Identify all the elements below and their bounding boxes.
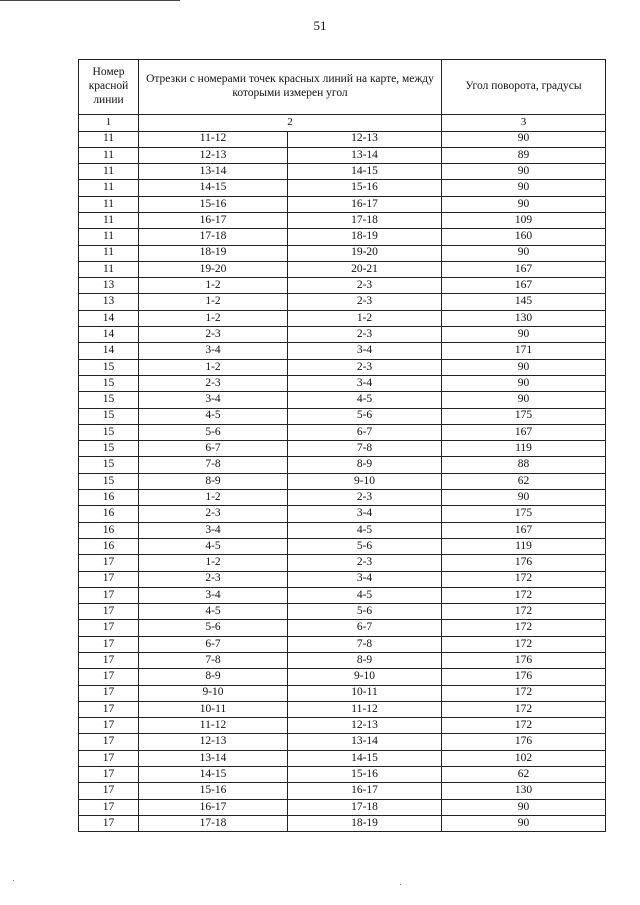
cell-line-number: 15 [79,473,139,489]
cell-line-number: 11 [79,245,139,261]
table-row [79,587,606,603]
column-number-row [79,115,606,132]
cell-line-number: 15 [79,408,139,424]
cell-segment-to: 20-21 [288,261,442,277]
cell-angle: 88 [442,457,606,473]
table-row [79,229,606,245]
table-row [79,815,606,831]
cell-angle: 90 [442,799,606,815]
cell-angle: 172 [442,701,606,717]
cell-angle: 119 [442,441,606,457]
page-number: 51 [313,18,327,33]
table-row [79,147,606,163]
cell-angle: 90 [442,392,606,408]
table-row [79,457,606,473]
cell-segment-to: 9-10 [288,669,442,685]
cell-line-number: 17 [79,799,139,815]
table-row [79,212,606,228]
cell-angle: 167 [442,278,606,294]
cell-angle: 167 [442,522,606,538]
cell-segment-to: 5-6 [288,604,442,620]
cell-segment-from: 1-2 [139,310,288,326]
scan-speck [13,880,14,881]
cell-segment-to: 13-14 [288,734,442,750]
cell-segment-from: 16-17 [139,212,288,228]
cell-line-number: 16 [79,490,139,506]
table-row [79,669,606,685]
header-angle: Угол поворота, градусы [442,60,606,115]
cell-line-number: 17 [79,620,139,636]
cell-angle: 90 [442,815,606,831]
cell-line-number: 17 [79,767,139,783]
table-row [79,620,606,636]
cell-angle: 172 [442,636,606,652]
cell-segment-to: 5-6 [288,408,442,424]
cell-segment-from: 8-9 [139,669,288,685]
table-row [79,718,606,734]
cell-angle: 167 [442,261,606,277]
cell-segment-from: 12-13 [139,147,288,163]
cell-line-number: 16 [79,538,139,554]
cell-line-number: 11 [79,131,139,147]
cell-line-number: 17 [79,701,139,717]
table-row [79,180,606,196]
cell-segment-to: 12-13 [288,131,442,147]
cell-segment-from: 5-6 [139,424,288,440]
cell-segment-to: 2-3 [288,490,442,506]
cell-segment-to: 2-3 [288,278,442,294]
cell-segment-from: 11-12 [139,131,288,147]
column-number-2: 2 [139,115,442,132]
cell-segment-from: 14-15 [139,180,288,196]
cell-segment-to: 2-3 [288,555,442,571]
column-number-1: 1 [79,115,139,132]
cell-segment-from: 17-18 [139,229,288,245]
cell-line-number: 11 [79,164,139,180]
table-row [79,164,606,180]
cell-segment-from: 15-16 [139,783,288,799]
column-number-3: 3 [442,115,606,132]
cell-segment-to: 6-7 [288,620,442,636]
cell-line-number: 15 [79,457,139,473]
cell-segment-to: 4-5 [288,587,442,603]
cell-angle: 176 [442,653,606,669]
top-rule [0,0,180,1]
table-row [79,636,606,652]
cell-segment-to: 4-5 [288,392,442,408]
cell-segment-from: 3-4 [139,587,288,603]
cell-segment-to: 6-7 [288,424,442,440]
cell-line-number: 17 [79,718,139,734]
cell-line-number: 17 [79,815,139,831]
cell-angle: 62 [442,473,606,489]
cell-segment-to: 12-13 [288,718,442,734]
table-row [79,310,606,326]
cell-segment-to: 3-4 [288,506,442,522]
cell-segment-to: 10-11 [288,685,442,701]
table-row [79,734,606,750]
cell-line-number: 17 [79,555,139,571]
cell-segment-to: 16-17 [288,196,442,212]
cell-angle: 109 [442,212,606,228]
table-row [79,196,606,212]
cell-angle: 62 [442,767,606,783]
cell-segment-from: 18-19 [139,245,288,261]
red-lines-angle-table [78,59,606,832]
cell-angle: 90 [442,131,606,147]
cell-line-number: 11 [79,229,139,245]
cell-segment-to: 7-8 [288,636,442,652]
cell-segment-from: 19-20 [139,261,288,277]
cell-line-number: 17 [79,587,139,603]
cell-angle: 172 [442,685,606,701]
cell-segment-from: 4-5 [139,538,288,554]
cell-segment-from: 2-3 [139,327,288,343]
table-header-row [79,60,606,115]
cell-line-number: 15 [79,359,139,375]
cell-segment-to: 14-15 [288,750,442,766]
cell-segment-from: 2-3 [139,571,288,587]
table-row [79,278,606,294]
cell-segment-to: 13-14 [288,147,442,163]
cell-segment-from: 2-3 [139,506,288,522]
table-row [79,555,606,571]
table-row [79,783,606,799]
table-body [79,131,606,832]
cell-segment-to: 2-3 [288,359,442,375]
cell-line-number: 13 [79,294,139,310]
cell-segment-from: 12-13 [139,734,288,750]
cell-segment-to: 9-10 [288,473,442,489]
table-row [79,653,606,669]
cell-segment-from: 3-4 [139,392,288,408]
cell-segment-to: 2-3 [288,294,442,310]
cell-line-number: 15 [79,424,139,440]
cell-line-number: 16 [79,506,139,522]
cell-line-number: 17 [79,669,139,685]
cell-segment-from: 4-5 [139,604,288,620]
cell-line-number: 15 [79,375,139,391]
cell-segment-from: 6-7 [139,636,288,652]
cell-angle: 176 [442,669,606,685]
cell-angle: 175 [442,408,606,424]
cell-line-number: 17 [79,653,139,669]
cell-segment-to: 8-9 [288,457,442,473]
cell-angle: 172 [442,587,606,603]
cell-segment-from: 8-9 [139,473,288,489]
cell-angle: 119 [442,538,606,554]
table-row [79,359,606,375]
cell-line-number: 14 [79,327,139,343]
table-row [79,343,606,359]
table-row [79,490,606,506]
cell-segment-to: 19-20 [288,245,442,261]
cell-line-number: 17 [79,604,139,620]
cell-line-number: 15 [79,392,139,408]
table-row [79,750,606,766]
cell-line-number: 13 [79,278,139,294]
cell-angle: 90 [442,359,606,375]
cell-line-number: 17 [79,636,139,652]
table-row [79,294,606,310]
cell-angle: 172 [442,620,606,636]
cell-segment-from: 1-2 [139,294,288,310]
cell-segment-to: 1-2 [288,310,442,326]
cell-angle: 102 [442,750,606,766]
table-row [79,799,606,815]
cell-line-number: 16 [79,522,139,538]
header-segments: Отрезки с номерами точек красных линий на карте, между которыми измерен угол [139,60,442,115]
header-line-number: Номер красной линии [79,60,139,115]
cell-angle: 176 [442,734,606,750]
cell-segment-from: 2-3 [139,375,288,391]
cell-segment-from: 11-12 [139,718,288,734]
cell-line-number: 11 [79,212,139,228]
cell-angle: 90 [442,375,606,391]
table-row [79,131,606,147]
table-row [79,375,606,391]
cell-line-number: 11 [79,147,139,163]
cell-segment-to: 2-3 [288,327,442,343]
cell-angle: 130 [442,783,606,799]
cell-segment-from: 7-8 [139,457,288,473]
cell-angle: 160 [442,229,606,245]
table-row [79,245,606,261]
cell-line-number: 14 [79,310,139,326]
table-row [79,538,606,554]
table-row [79,506,606,522]
cell-line-number: 11 [79,196,139,212]
cell-angle: 90 [442,196,606,212]
cell-line-number: 17 [79,783,139,799]
cell-segment-from: 14-15 [139,767,288,783]
cell-segment-to: 14-15 [288,164,442,180]
cell-angle: 145 [442,294,606,310]
cell-segment-to: 15-16 [288,180,442,196]
cell-segment-to: 18-19 [288,815,442,831]
cell-line-number: 11 [79,180,139,196]
cell-angle: 90 [442,180,606,196]
cell-angle: 172 [442,571,606,587]
cell-segment-from: 4-5 [139,408,288,424]
cell-segment-to: 8-9 [288,653,442,669]
cell-line-number: 17 [79,685,139,701]
cell-segment-from: 7-8 [139,653,288,669]
cell-segment-to: 7-8 [288,441,442,457]
table-row [79,701,606,717]
cell-segment-to: 3-4 [288,571,442,587]
cell-segment-to: 3-4 [288,343,442,359]
cell-segment-to: 16-17 [288,783,442,799]
cell-segment-from: 5-6 [139,620,288,636]
cell-segment-from: 1-2 [139,555,288,571]
cell-line-number: 15 [79,441,139,457]
cell-segment-from: 9-10 [139,685,288,701]
cell-line-number: 17 [79,734,139,750]
cell-angle: 172 [442,604,606,620]
cell-line-number: 17 [79,750,139,766]
cell-angle: 172 [442,718,606,734]
cell-angle: 90 [442,327,606,343]
cell-segment-to: 17-18 [288,212,442,228]
cell-segment-from: 6-7 [139,441,288,457]
table-row [79,604,606,620]
cell-segment-from: 17-18 [139,815,288,831]
table-row [79,571,606,587]
table-row [79,685,606,701]
table-row [79,424,606,440]
cell-angle: 176 [442,555,606,571]
table-row [79,522,606,538]
cell-segment-from: 13-14 [139,750,288,766]
cell-angle: 171 [442,343,606,359]
cell-angle: 130 [442,310,606,326]
cell-segment-to: 15-16 [288,767,442,783]
cell-segment-from: 1-2 [139,490,288,506]
table-row [79,408,606,424]
cell-segment-from: 15-16 [139,196,288,212]
table-row [79,392,606,408]
cell-segment-from: 1-2 [139,359,288,375]
cell-segment-to: 11-12 [288,701,442,717]
cell-segment-to: 3-4 [288,375,442,391]
cell-segment-to: 4-5 [288,522,442,538]
cell-segment-from: 13-14 [139,164,288,180]
cell-angle: 90 [442,490,606,506]
cell-segment-from: 3-4 [139,343,288,359]
cell-line-number: 14 [79,343,139,359]
cell-segment-from: 10-11 [139,701,288,717]
cell-line-number: 17 [79,571,139,587]
cell-angle: 90 [442,245,606,261]
cell-segment-from: 3-4 [139,522,288,538]
cell-angle: 175 [442,506,606,522]
table-row [79,261,606,277]
cell-line-number: 11 [79,261,139,277]
cell-angle: 167 [442,424,606,440]
table-row [79,441,606,457]
table-row [79,473,606,489]
table-row [79,767,606,783]
table-row [79,327,606,343]
cell-angle: 89 [442,147,606,163]
scan-speck [400,884,401,885]
cell-segment-from: 16-17 [139,799,288,815]
cell-segment-from: 1-2 [139,278,288,294]
cell-segment-to: 17-18 [288,799,442,815]
cell-angle: 90 [442,164,606,180]
cell-segment-to: 5-6 [288,538,442,554]
cell-segment-to: 18-19 [288,229,442,245]
